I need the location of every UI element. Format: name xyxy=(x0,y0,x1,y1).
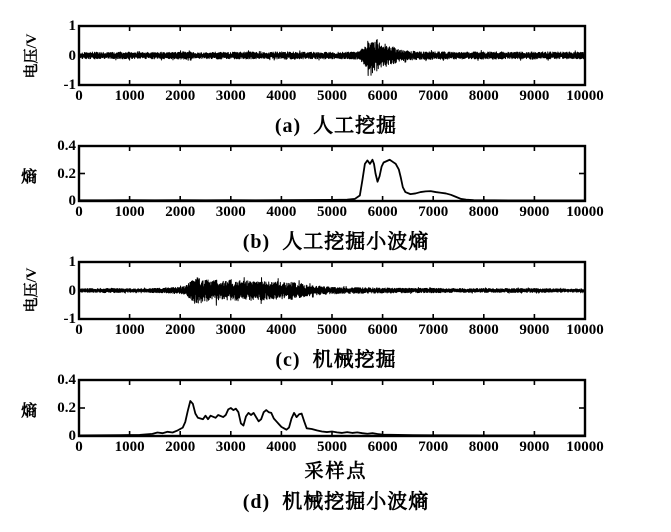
x-tick-label-d: 6000 xyxy=(367,439,398,455)
x-tick-label-d: 3000 xyxy=(215,439,246,455)
y-tick-label-b: 0 xyxy=(68,193,76,209)
x-tick-label-a: 5000 xyxy=(317,88,347,104)
tick-marks-b xyxy=(79,146,585,201)
caption-a: (a) 人工挖掘 xyxy=(274,115,398,137)
x-tick-label-b: 5000 xyxy=(317,204,347,220)
signal-path-b xyxy=(79,160,585,201)
axes-box-d xyxy=(79,380,585,436)
caption-c: (c) 机械挖掘 xyxy=(275,349,397,371)
axes-a xyxy=(78,25,586,88)
y-tick-label-b: 0.4 xyxy=(57,138,76,154)
x-tick-label-a: 3000 xyxy=(215,88,246,104)
x-tick-label-d: 8000 xyxy=(468,439,499,455)
x-tick-label-a: 7000 xyxy=(418,88,449,104)
y-tick-label-a: 1 xyxy=(68,18,76,34)
signal-path-d xyxy=(79,401,585,435)
x-tick-label-b: 3000 xyxy=(215,204,246,220)
x-tick-label-c: 3000 xyxy=(215,322,246,338)
y-tick-label-d: 0.2 xyxy=(57,400,76,416)
x-tick-label-c: 8000 xyxy=(468,322,499,338)
x-tick-label-a: 9000 xyxy=(519,88,550,104)
y-tick-label-b: 0.2 xyxy=(57,165,76,182)
x-tick-label-a: 0 xyxy=(75,88,83,104)
x-tick-label-d: 0 xyxy=(75,439,83,455)
x-tick-label-d: 5000 xyxy=(317,439,347,455)
x-tick-label-a: 2000 xyxy=(165,88,196,104)
x-tick-label-b: 0 xyxy=(75,204,83,220)
y-axis-label-a: 电压/V xyxy=(24,33,40,79)
y-tick-label-a: -1 xyxy=(63,77,76,93)
caption-d: (d) 机械挖掘小波熵 xyxy=(242,491,430,513)
x-tick-label-b: 8000 xyxy=(468,204,499,220)
y-tick-label-d: 0.4 xyxy=(57,372,76,388)
x-tick-label-c: 6000 xyxy=(367,322,398,338)
x-tick-label-d: 7000 xyxy=(418,439,449,455)
tick-marks-d xyxy=(79,380,585,436)
x-tick-label-b: 1000 xyxy=(114,204,145,220)
signal-path-a xyxy=(79,40,585,76)
y-tick-label-a: 0 xyxy=(68,47,76,64)
x-tick-label-a: 4000 xyxy=(266,88,297,104)
x-tick-label-b: 6000 xyxy=(367,204,398,220)
axes-d xyxy=(78,379,586,439)
x-tick-label-b: 2000 xyxy=(165,204,196,220)
x-tick-label-c: 10000 xyxy=(566,322,604,338)
x-tick-label-c: 0 xyxy=(75,322,83,338)
x-tick-label-c: 1000 xyxy=(114,322,145,338)
y-axis-label-d: 熵 xyxy=(20,403,37,420)
x-tick-label-d: 2000 xyxy=(165,439,196,455)
x-tick-label-d: 10000 xyxy=(566,439,604,455)
axes-box-b xyxy=(79,146,585,201)
y-tick-label-c: 0 xyxy=(68,282,76,299)
x-tick-label-d: 4000 xyxy=(266,439,297,455)
y-tick-label-d: 0 xyxy=(68,428,76,444)
x-tick-label-b: 7000 xyxy=(418,204,449,220)
x-axis-label: 采样点 xyxy=(304,461,368,482)
x-tick-label-b: 4000 xyxy=(266,204,297,220)
y-tick-label-c: 1 xyxy=(68,254,76,270)
x-tick-label-b: 9000 xyxy=(519,204,550,220)
y-axis-label-b: 熵 xyxy=(20,169,37,186)
x-tick-label-a: 8000 xyxy=(468,88,499,104)
x-tick-label-c: 9000 xyxy=(519,322,550,338)
x-tick-label-c: 5000 xyxy=(317,322,347,338)
x-tick-label-a: 1000 xyxy=(114,88,145,104)
x-tick-label-c: 7000 xyxy=(418,322,449,338)
x-tick-label-b: 10000 xyxy=(566,204,604,220)
signal-path-c xyxy=(79,278,585,306)
x-tick-label-c: 4000 xyxy=(266,322,297,338)
x-tick-label-a: 6000 xyxy=(367,88,398,104)
y-axis-label-c: 电压/V xyxy=(24,267,40,313)
axes-c xyxy=(78,261,586,322)
y-tick-label-c: -1 xyxy=(63,311,76,327)
x-tick-label-a: 10000 xyxy=(566,88,604,104)
axes-b xyxy=(78,145,586,204)
x-tick-label-d: 1000 xyxy=(114,439,145,455)
x-tick-label-d: 9000 xyxy=(519,439,550,455)
caption-b: (b) 人工挖掘小波熵 xyxy=(242,231,430,253)
x-tick-label-c: 2000 xyxy=(165,322,196,338)
